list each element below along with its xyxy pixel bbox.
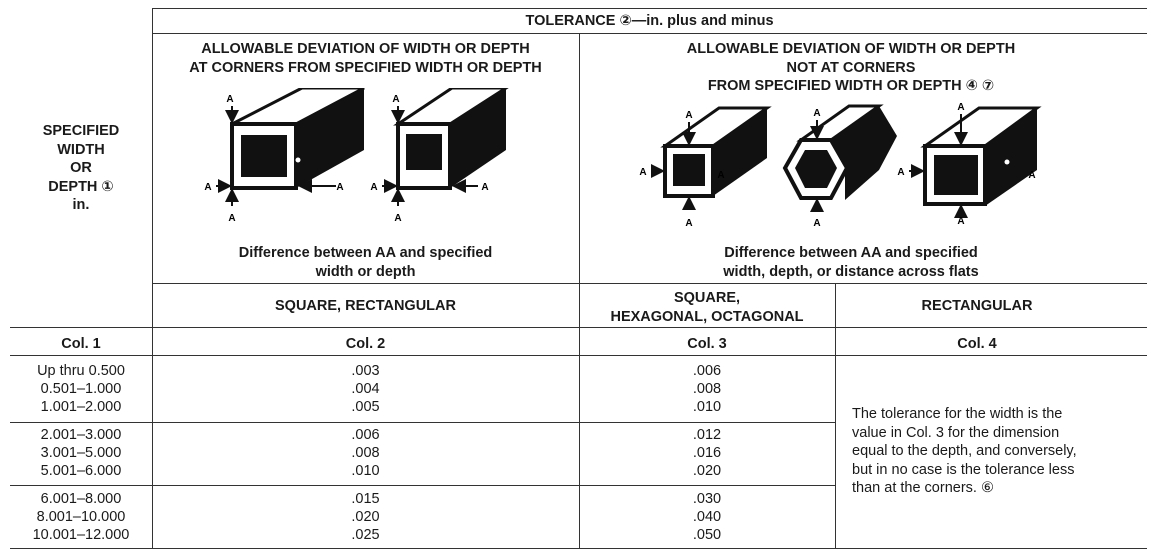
label-a: A xyxy=(897,167,905,178)
col3-group-3: .030 .040 .050 xyxy=(692,491,722,543)
col2-group-2: .006 .008 .010 xyxy=(351,427,380,479)
table-row: 10.001–12.000 xyxy=(32,527,130,543)
table-row: 6.001–8.000 xyxy=(40,491,122,507)
label-a: A xyxy=(813,218,821,229)
table-row: 8.001–10.000 xyxy=(36,509,126,525)
label-a: A xyxy=(1028,170,1036,181)
col3-group-2: .012 .016 .020 xyxy=(692,427,722,479)
label-a: A xyxy=(336,182,344,193)
col2-group-3: .015 .020 .025 xyxy=(351,491,380,543)
corners-heading: ALLOWABLE DEVIATION OF WIDTH OR DEPTH AT CORNERS FROM SPECIFIED WIDTH OR DEPTH xyxy=(189,41,542,76)
table-row: Up thru 0.500 xyxy=(37,363,125,379)
table-row: 1.001–2.000 xyxy=(40,399,122,415)
label-a: A xyxy=(204,182,212,193)
hex-tube-flat-diagram xyxy=(785,106,897,229)
col1-label: Col. 1 xyxy=(61,336,101,352)
label-a: A xyxy=(392,94,400,105)
label-a: A xyxy=(685,110,693,121)
table-row: 5.001–6.000 xyxy=(40,463,122,479)
corners-diagram xyxy=(152,88,579,230)
col4-note: The tolerance for the width is the value in Col. 3 for the dimension equal to the depth, and conversely, but in no case is the tolerance less than at the corners. ⑥ xyxy=(852,406,1077,496)
rule-top xyxy=(152,8,1147,9)
specified-width-label: SPECIFIED WIDTH OR DEPTH ① in. xyxy=(42,123,120,213)
size-group-2 xyxy=(10,426,152,480)
tolerance-title: TOLERANCE ②—in. plus and minus xyxy=(525,13,774,29)
rule-under-tolerance xyxy=(152,33,1147,34)
label-a: A xyxy=(685,218,693,229)
shape-rect-header: RECTANGULAR xyxy=(921,298,1033,314)
label-a: A xyxy=(370,182,378,193)
not-corners-caption: Difference between AA and specified width, depth, or distance across flats xyxy=(723,245,979,280)
label-a: A xyxy=(228,213,236,224)
col2-group-1: .003 .004 .005 xyxy=(351,363,380,415)
not-corners-diagram xyxy=(579,100,1123,230)
rule-group-1 xyxy=(10,422,835,423)
table-row: 3.001–5.000 xyxy=(40,445,122,461)
rule-group-2 xyxy=(10,485,835,486)
not-corners-heading: ALLOWABLE DEVIATION OF WIDTH OR DEPTH NOT AT CORNERS FROM SPECIFIED WIDTH OR DEPTH ④ ⑦ xyxy=(686,41,1016,94)
table-row: 0.501–1.000 xyxy=(40,381,122,397)
size-group-1 xyxy=(10,362,152,416)
col3-group-1: .006 .008 .010 xyxy=(692,363,722,415)
label-a: A xyxy=(394,213,402,224)
shape-sq-hex-oct-header: SQUARE, HEXAGONAL, OCTAGONAL xyxy=(610,290,804,325)
rule-under-captions xyxy=(152,283,1147,284)
label-a: A xyxy=(639,167,647,178)
label-a: A xyxy=(226,94,234,105)
rect-tube-corner-diagram xyxy=(204,88,364,224)
shape-square-rect-header: SQUARE, RECTANGULAR xyxy=(275,298,456,314)
square-tube-corner-diagram xyxy=(370,88,506,224)
vrule-col3 xyxy=(835,283,836,549)
label-a: A xyxy=(957,216,965,227)
label-a: A xyxy=(813,108,821,119)
label-a: A xyxy=(481,182,489,193)
rect-tube-flat-diagram xyxy=(897,102,1037,227)
square-tube-flat-diagram xyxy=(639,108,767,229)
col2-label: Col. 2 xyxy=(345,336,386,352)
size-group-3 xyxy=(10,490,152,544)
corners-caption: Difference between AA and specified width or depth xyxy=(238,245,493,280)
col4-label: Col. 4 xyxy=(957,336,997,352)
col3-label: Col. 3 xyxy=(687,336,727,352)
label-a: A xyxy=(957,102,965,113)
table-row: 2.001–3.000 xyxy=(40,427,122,443)
label-a: A xyxy=(717,170,725,181)
